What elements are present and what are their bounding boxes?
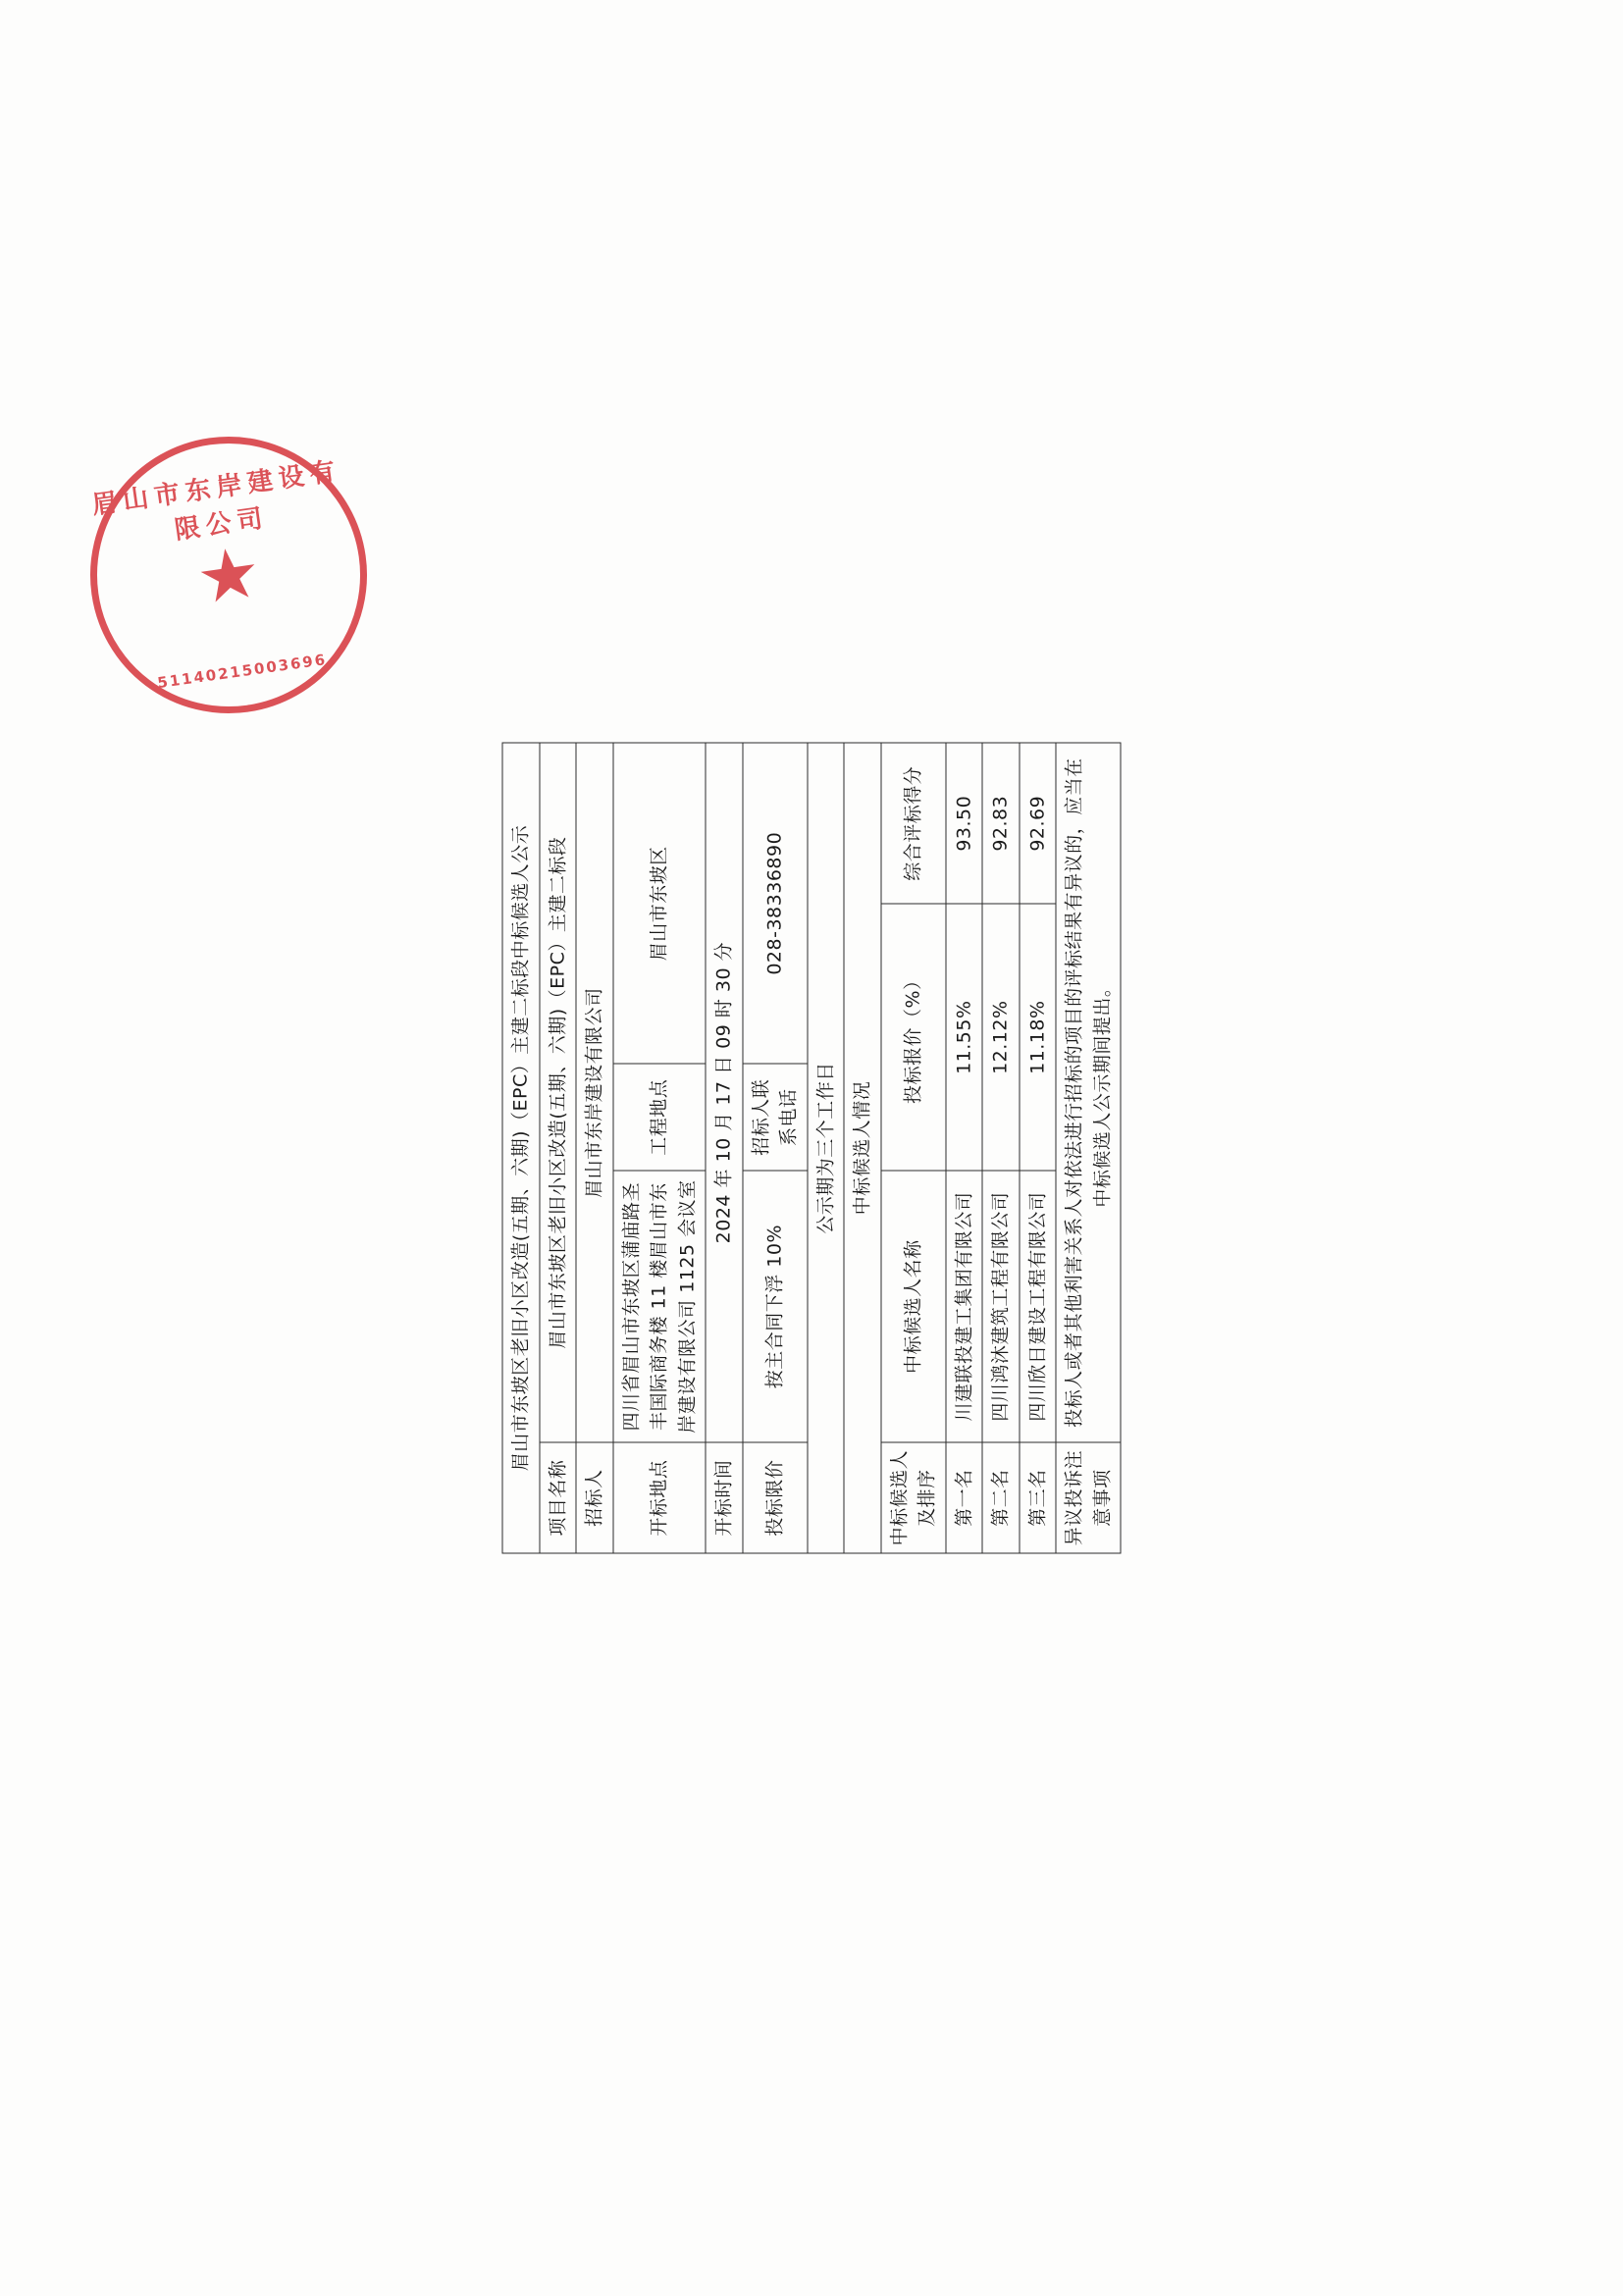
label-bid-open-time: 开标时间 [706,1442,743,1553]
candidate-score: 92.83 [982,743,1020,904]
candidate-rank: 第三名 [1020,1442,1057,1553]
label-bid-limit: 投标限价 [743,1442,808,1553]
value-tenderer-phone: 028-38336890 [743,743,808,1064]
table-row-project-name [540,743,577,1553]
candidate-name: 川建联投建工集团有限公司 [946,1171,983,1442]
value-bid-open-time: 2024 年 10 月 17 日 09 时 30 分 [706,743,743,1442]
table-row-tenderer [576,743,613,1553]
notice-text: 投标人或者其他利害关系人对依法进行招标的项目的评标结果有异议的，应当在中标候选人公示期间提出。 [1056,743,1121,1442]
table-row [1020,743,1057,1553]
table-row [982,743,1020,1553]
candidate-quote: 11.55% [946,904,983,1171]
candidate-name: 四川鸿沐建筑工程有限公司 [982,1171,1020,1442]
value-project-place: 眉山市东坡区 [613,743,707,1064]
table-row-candidates-section [844,743,881,1553]
value-bid-open-place: 四川省眉山市东坡区蒲庙路圣丰国际商务楼 11 楼眉山市东岸建设有限公司 1125 会议室 [613,1171,707,1442]
page-title: 眉山市东坡区老旧小区改造(五期、六期)（EPC）主建二标段中标候选人公示 [502,743,540,1553]
rotated-document [502,743,1122,1554]
seal-code: 51140215003696 [156,651,329,693]
candidate-score: 93.50 [946,743,983,904]
table-row-bid-limit [743,743,808,1553]
candidate-quote: 11.18% [1020,904,1057,1171]
seal-org-name: 眉山市东岸建设有限公司 [89,456,343,547]
header-rank: 中标候选人及排序 [881,1442,946,1553]
candidate-rank: 第一名 [946,1442,983,1553]
label-tenderer: 招标人 [576,1442,613,1553]
label-notice: 异议投诉注意事项 [1056,1442,1121,1553]
label-project-name: 项目名称 [540,1442,577,1553]
table-title-row [502,743,540,1553]
table-row-bid-open-time [706,743,743,1553]
header-score: 综合评标得分 [881,743,946,904]
label-tenderer-phone: 招标人联系电话 [743,1064,808,1171]
candidates-section-title: 中标候选人情况 [844,743,881,1553]
official-seal-stamp [73,419,386,732]
seal-star-icon: ★ [191,529,266,621]
table-header-candidates [881,743,946,1553]
candidate-quote: 12.12% [982,904,1020,1171]
label-bid-open-place: 开标地点 [613,1442,707,1553]
table-row [946,743,983,1553]
bid-candidate-announcement-table [502,743,1122,1554]
table-row-bid-open-place [613,743,707,1553]
table-row-notice [1056,743,1121,1553]
candidate-score: 92.69 [1020,743,1057,904]
header-name: 中标候选人名称 [881,1171,946,1442]
publicity-period-text: 公示期为三个工作日 [808,743,845,1553]
candidate-rank: 第二名 [982,1442,1020,1553]
value-tenderer: 眉山市东岸建设有限公司 [576,743,613,1442]
header-quote: 投标报价（%） [881,904,946,1171]
candidate-name: 四川欣日建设工程有限公司 [1020,1171,1057,1442]
value-project-name: 眉山市东坡区老旧小区改造(五期、六期)（EPC）主建二标段 [540,743,577,1442]
table-row-publicity-period [808,743,845,1553]
value-bid-limit: 按主合同下浮 10% [743,1171,808,1442]
label-project-place: 工程地点 [613,1064,707,1171]
